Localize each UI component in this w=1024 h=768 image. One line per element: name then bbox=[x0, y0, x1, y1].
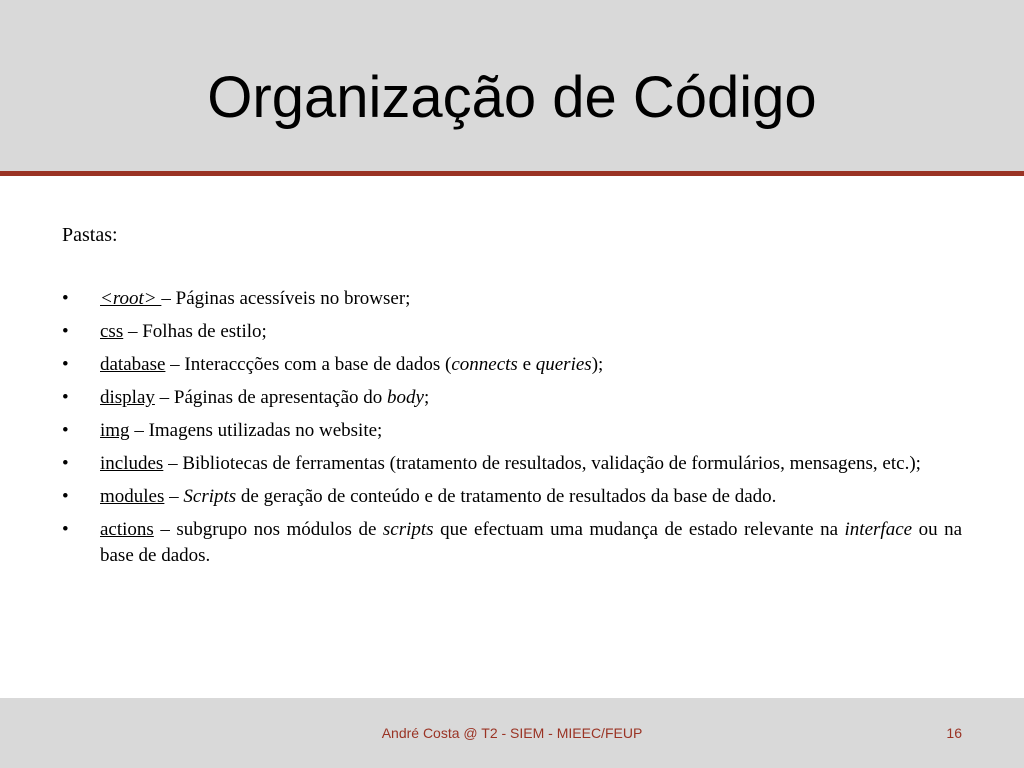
list-item-includes: • includes – Bibliotecas de ferramentas (tratamento de resultados, validação de formulários, mensagens, etc.); bbox=[62, 451, 962, 477]
header-divider bbox=[0, 171, 1024, 176]
folder-term: display bbox=[100, 387, 155, 408]
slide-body bbox=[62, 222, 962, 576]
folder-description: Interaccções com a base de dados ( bbox=[184, 354, 452, 375]
bullet-icon: • bbox=[62, 486, 69, 507]
intro-text: Pastas: bbox=[62, 224, 118, 246]
list-item-css: • css – Folhas de estilo; bbox=[62, 319, 962, 345]
list-item-img: • img – Imagens utilizadas no website; bbox=[62, 418, 962, 444]
bullet-icon: • bbox=[62, 288, 69, 309]
folder-list bbox=[62, 286, 962, 569]
list-item-actions: • actions – subgrupo nos módulos de scripts que efectuam uma mudança de estado relevante na interface ou na base de dados. bbox=[62, 519, 963, 566]
list-item-root: • <root> – Páginas acessíveis no browser; bbox=[62, 286, 962, 312]
folder-term: modules bbox=[100, 486, 165, 507]
slide-title: Organização de Código bbox=[207, 65, 817, 130]
folder-term: img bbox=[100, 420, 130, 441]
folder-term: includes bbox=[100, 453, 164, 474]
list-item-modules: • modules – Scripts de geração de conteúdo e de tratamento de resultados da base de dado. bbox=[62, 484, 962, 510]
folder-description: Bibliotecas de ferramentas (tratamento de resultados, validação de formulários, mensagens, etc.); bbox=[182, 453, 921, 474]
footer-author: André Costa @ T2 - SIEM - MIEEC/FEUP bbox=[381, 725, 643, 741]
bullet-icon: • bbox=[62, 354, 69, 375]
page-number: 16 bbox=[946, 725, 962, 741]
folder-description: Páginas acessíveis no browser; bbox=[175, 288, 411, 309]
folder-term: database bbox=[100, 354, 166, 375]
bullet-icon: • bbox=[62, 321, 69, 342]
bullet-icon: • bbox=[62, 519, 69, 540]
bullet-icon: • bbox=[62, 420, 69, 441]
list-item-display: • display – Páginas de apresentação do body; bbox=[62, 385, 962, 411]
folder-description: Folhas de estilo; bbox=[142, 321, 267, 342]
folder-term: actions bbox=[100, 519, 154, 540]
list-item-database: • database – Interaccções com a base de dados (connects e queries); bbox=[62, 352, 962, 378]
bullet-icon: • bbox=[62, 387, 69, 408]
folder-description: Páginas de apresentação do bbox=[173, 387, 388, 408]
folder-description: de geração de conteúdo e de tratamento de resultados da base de dado. bbox=[236, 486, 777, 507]
folder-term: <root> bbox=[100, 288, 162, 309]
folder-description: subgrupo nos módulos de bbox=[176, 519, 383, 540]
folder-term: css bbox=[100, 321, 124, 342]
bullet-icon: • bbox=[62, 453, 69, 474]
folder-description: Imagens utilizadas no website; bbox=[148, 420, 383, 441]
